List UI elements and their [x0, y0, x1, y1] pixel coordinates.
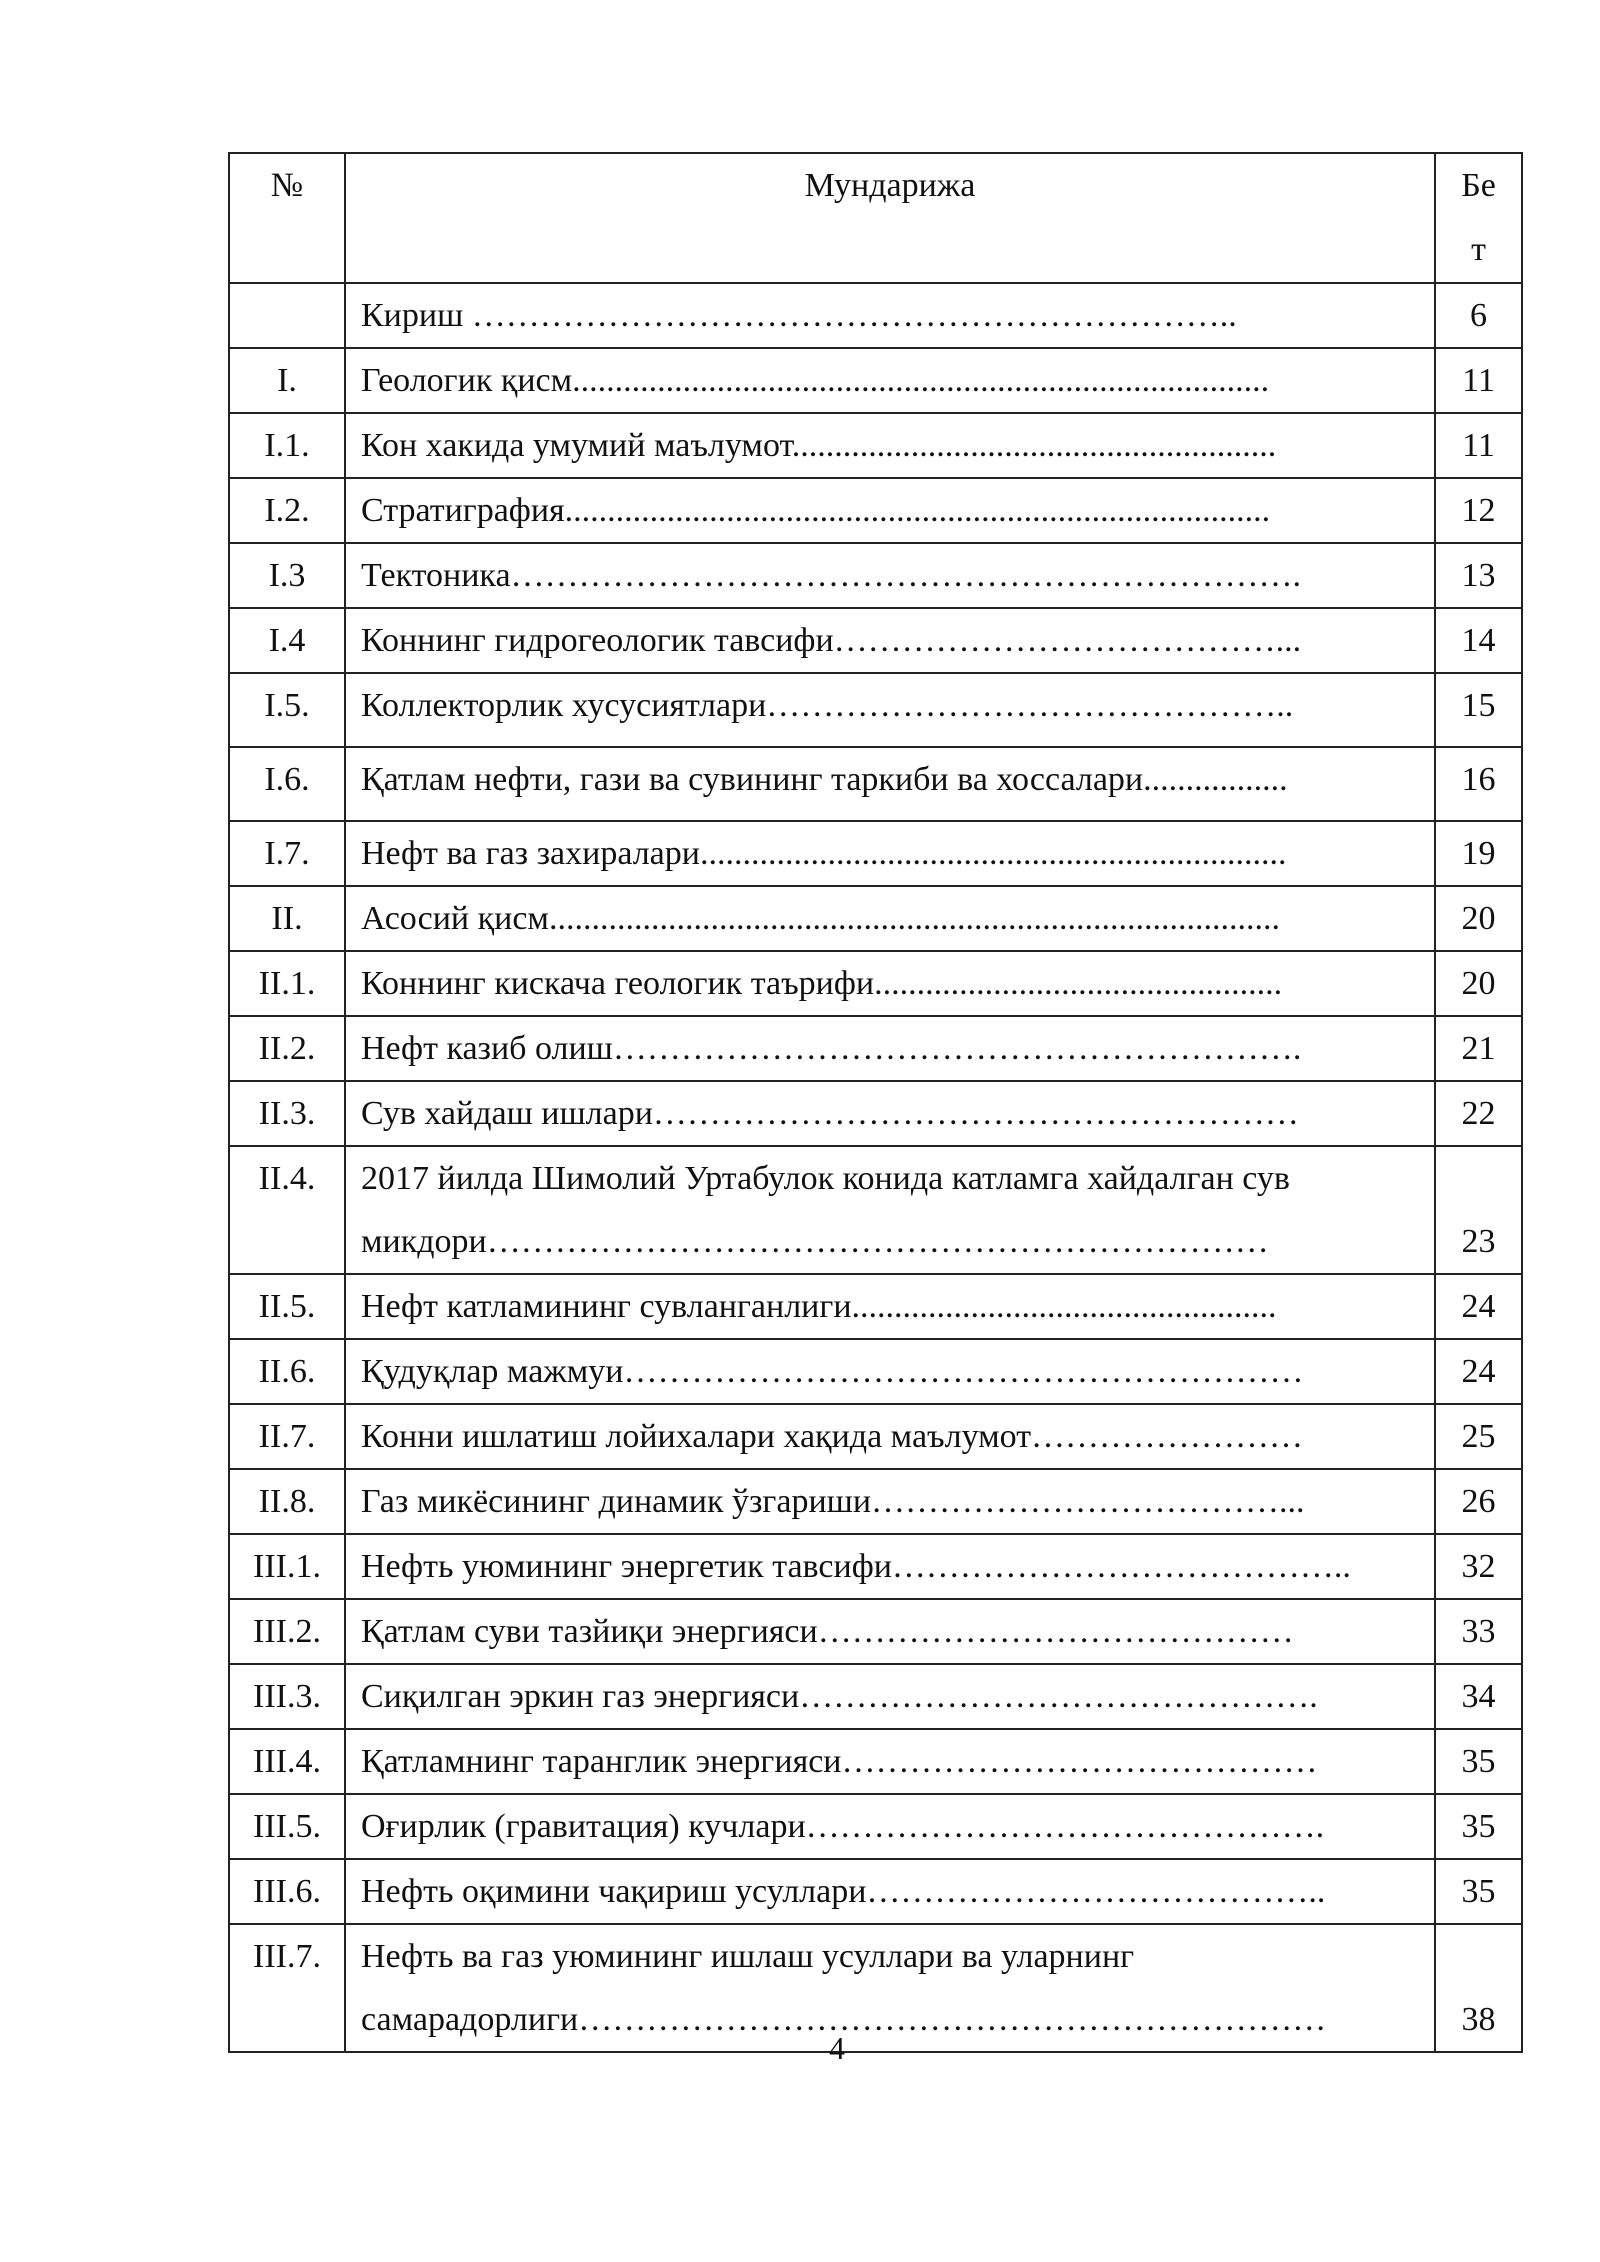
toc-item-page: 33	[1435, 1599, 1522, 1664]
toc-row	[229, 673, 1522, 747]
toc-item-page: 16	[1435, 747, 1522, 821]
toc-item-title	[345, 747, 1435, 821]
toc-row	[229, 1339, 1522, 1404]
toc-item-title	[345, 543, 1435, 608]
toc-item-title	[345, 413, 1435, 478]
toc-item-title-line: Тектоника…………………………………………………………….	[361, 557, 1302, 594]
toc-header-page-line1: Бе	[1461, 167, 1496, 204]
toc-row	[229, 886, 1522, 951]
toc-item-number: II.2.	[229, 1016, 345, 1081]
toc-item-number: III.1.	[229, 1534, 345, 1599]
toc-header-row	[229, 153, 1522, 283]
toc-item-number: III.5.	[229, 1794, 345, 1859]
toc-item-number: II.7.	[229, 1404, 345, 1469]
toc-item-title	[345, 1469, 1435, 1534]
toc-item-title	[345, 1339, 1435, 1404]
toc-row	[229, 1859, 1522, 1924]
toc-item-title-line: Қатлам суви тазйиқи энергияси……………………………………	[361, 1613, 1294, 1650]
toc-item-page: 12	[1435, 478, 1522, 543]
toc-item-number: II.8.	[229, 1469, 345, 1534]
toc-item-title	[345, 1016, 1435, 1081]
toc-item-title-line: Кириш …………………………………………………………..	[361, 297, 1237, 334]
toc-item-title	[345, 478, 1435, 543]
toc-item-title-line: Конни ишлатиш лойихалари хақида маълумот……………………	[361, 1418, 1304, 1455]
toc-item-title	[345, 1729, 1435, 1794]
toc-item-title	[345, 608, 1435, 673]
toc-item-page: 11	[1435, 348, 1522, 413]
toc-item-title-line: Нефть уюмининг энергетик тавсифи…………………………………..	[361, 1548, 1351, 1585]
page-number: 4	[829, 2030, 845, 2066]
toc-item-title-line: Нефть ва газ уюмининг ишлаш усуллари ва уларнинг	[361, 1938, 1135, 1975]
toc-item-number: I.6.	[229, 747, 345, 821]
toc-item-page: 35	[1435, 1859, 1522, 1924]
toc-row	[229, 608, 1522, 673]
toc-item-page: 13	[1435, 543, 1522, 608]
toc-item-title-line: Нефт катламининг сувланганлиги..................................................	[361, 1288, 1277, 1325]
toc-item-page: 21	[1435, 1016, 1522, 1081]
toc-header-page	[1435, 153, 1522, 283]
toc-item-title-line: Газ микёсининг динамик ўзгариши………………………………...	[361, 1483, 1305, 1520]
toc-item-title-line: Коннинг гидрогеологик тавсифи…………………………………...	[361, 622, 1302, 659]
toc-item-title	[345, 1599, 1435, 1664]
toc-row	[229, 1794, 1522, 1859]
toc-item-page: 15	[1435, 673, 1522, 747]
toc-item-page: 24	[1435, 1339, 1522, 1404]
toc-item-title-line: Геологик қисм..................................................................................	[361, 362, 1270, 399]
toc-item-number: I.7.	[229, 821, 345, 886]
toc-item-title-line: Нефт ва газ захиралари.....................................................................	[361, 835, 1287, 872]
toc-item-title	[345, 1794, 1435, 1859]
toc-row	[229, 283, 1522, 348]
toc-row	[229, 543, 1522, 608]
toc-item-number: III.4.	[229, 1729, 345, 1794]
toc-row	[229, 747, 1522, 821]
toc-row	[229, 348, 1522, 413]
toc-item-page: 25	[1435, 1404, 1522, 1469]
toc-row	[229, 1599, 1522, 1664]
toc-row	[229, 951, 1522, 1016]
toc-row	[229, 1534, 1522, 1599]
toc-item-title-line: Нефть оқимини чақириш усуллари…………………………………..	[361, 1873, 1326, 1910]
toc-item-title-line: Сиқилган эркин газ энергияси……………………………………….	[361, 1678, 1318, 1715]
toc-item-title-line: Нефт казиб олиш…………………………………………………….	[361, 1030, 1302, 1067]
table-of-contents	[228, 152, 1523, 2053]
toc-item-title-line: микдори……………………………………………………………	[361, 1223, 1269, 1260]
toc-header-number: №	[229, 153, 345, 283]
toc-item-number: II.5.	[229, 1274, 345, 1339]
toc-item-page: 14	[1435, 608, 1522, 673]
toc-item-page: 32	[1435, 1534, 1522, 1599]
toc-item-number	[229, 283, 345, 348]
toc-row	[229, 1404, 1522, 1469]
toc-item-page: 34	[1435, 1664, 1522, 1729]
toc-row	[229, 1729, 1522, 1794]
toc-item-number: II.6.	[229, 1339, 345, 1404]
toc-row	[229, 1664, 1522, 1729]
toc-item-page: 19	[1435, 821, 1522, 886]
toc-item-number: II.4.	[229, 1146, 345, 1274]
toc-item-page: 6	[1435, 283, 1522, 348]
toc-item-page: 35	[1435, 1794, 1522, 1859]
toc-item-number: III.6.	[229, 1859, 345, 1924]
toc-item-title	[345, 1146, 1435, 1274]
toc-row	[229, 1469, 1522, 1534]
toc-item-page: 35	[1435, 1729, 1522, 1794]
toc-item-number: II.3.	[229, 1081, 345, 1146]
toc-item-number: II.	[229, 886, 345, 951]
toc-item-number: I.1.	[229, 413, 345, 478]
toc-item-title	[345, 821, 1435, 886]
toc-item-title	[345, 1274, 1435, 1339]
toc-item-title	[345, 1664, 1435, 1729]
toc-row	[229, 821, 1522, 886]
toc-header-page-line2: т	[1471, 231, 1486, 268]
toc-item-title	[345, 1859, 1435, 1924]
toc-item-title-line: Асосий қисм......................................................................................	[361, 900, 1280, 937]
toc-row	[229, 1274, 1522, 1339]
toc-item-title	[345, 1534, 1435, 1599]
toc-body	[229, 283, 1522, 2052]
toc-item-title-line: Оғирлик (гравитация) кучлари……………………………………….	[361, 1808, 1325, 1845]
toc-item-title-line: Коллекторлик хусусиятлари………………………………………..	[361, 687, 1294, 724]
toc-item-title-line: Коннинг кискача геологик таърифи................................................	[361, 965, 1283, 1002]
toc-header-title: Мундарижа	[345, 153, 1435, 283]
toc-item-page: 26	[1435, 1469, 1522, 1534]
toc-item-page: 22	[1435, 1081, 1522, 1146]
toc-row	[229, 478, 1522, 543]
toc-item-page: 38	[1435, 1924, 1522, 2052]
toc-item-title	[345, 283, 1435, 348]
toc-item-number: II.1.	[229, 951, 345, 1016]
toc-item-title	[345, 1404, 1435, 1469]
toc-item-page: 24	[1435, 1274, 1522, 1339]
toc-row	[229, 1081, 1522, 1146]
toc-item-title-line: Кон хакида умумий маълумот.........................................................	[361, 427, 1277, 464]
toc-item-title-line: Қатлам нефти, гази ва сувининг таркиби ва хоссалари.................	[361, 761, 1288, 798]
toc-item-number: I.5.	[229, 673, 345, 747]
toc-item-title-line: Стратиграфия...................................................................................	[361, 492, 1271, 529]
toc-row	[229, 413, 1522, 478]
toc-item-number: I.	[229, 348, 345, 413]
toc-row	[229, 1146, 1522, 1274]
toc-item-page: 23	[1435, 1146, 1522, 1274]
toc-item-title-line: Қудуқлар мажмуи……………………………………………………	[361, 1353, 1304, 1390]
toc-item-page: 20	[1435, 951, 1522, 1016]
toc-item-title	[345, 951, 1435, 1016]
toc-item-page: 11	[1435, 413, 1522, 478]
toc-item-title-line: Қатламнинг таранглик энергияси……………………………………	[361, 1743, 1318, 1780]
toc-item-title	[345, 886, 1435, 951]
toc-item-title	[345, 673, 1435, 747]
toc-item-number: III.3.	[229, 1664, 345, 1729]
toc-row	[229, 1016, 1522, 1081]
toc-item-number: I.3	[229, 543, 345, 608]
toc-item-title	[345, 348, 1435, 413]
toc-item-title-line: Сув хайдаш ишлари…………………………………………………	[361, 1095, 1299, 1132]
toc-item-title-line: 2017 йилда Шимолий Уртабулок конида катламга хайдалган сув	[361, 1160, 1290, 1197]
toc-item-number: III.7.	[229, 1924, 345, 2052]
toc-item-number: I.4	[229, 608, 345, 673]
toc-item-number: I.2.	[229, 478, 345, 543]
toc-item-page: 20	[1435, 886, 1522, 951]
toc-item-title-line: самарадорлиги…………………………………………………………	[361, 2001, 1327, 2038]
toc-item-number: III.2.	[229, 1599, 345, 1664]
toc-item-title	[345, 1081, 1435, 1146]
